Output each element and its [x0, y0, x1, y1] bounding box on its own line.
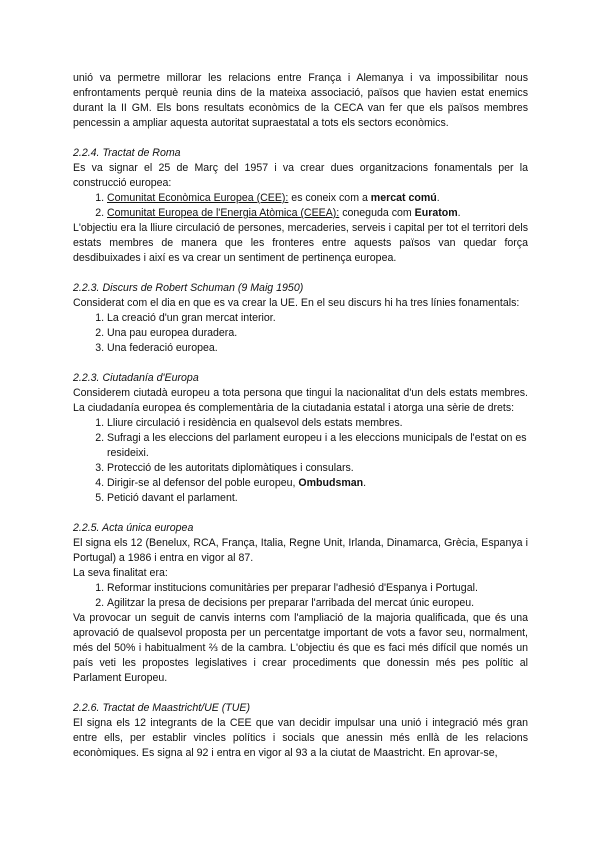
list-item: 2. Una pau europea duradera.	[107, 326, 528, 341]
heading-schuman: 2.2.3. Discurs de Robert Schuman (9 Maig 1950)	[73, 282, 304, 294]
roma-item-1-text: es coneix com a	[288, 192, 371, 204]
acta-list	[73, 581, 528, 611]
acta-p1: El signa els 12 (Benelux, RCA, França, Italia, Regne Unit, Irlanda, Dinamarca, Grècia, Espanya i Portugal) a 1986 i entra en vigor al 87.	[73, 537, 528, 564]
list-item: 2. Agilitzar la presa de decisions per preparar l'arribada del mercat únic europeu.	[107, 596, 528, 611]
ceea-link: Comunitat Europea de l'Energia Atòmica (CEEA):	[107, 207, 340, 219]
list-item: 1. La creació d'un gran mercat interior.	[107, 311, 528, 326]
roma-objective: L'objectiu era la lliure circulació de persones, mercaderies, serveis i capital per tot el territori dels estats membres de manera que les fronteres entre aquests països van quedar força desdibuixades i així es va crear un sentiment de pertinença europea.	[73, 222, 528, 264]
spacer	[73, 131, 528, 146]
document-body	[73, 71, 528, 761]
heading-maastricht: 2.2.6. Tractat de Maastricht/UE (TUE)	[73, 702, 251, 714]
roma-item-2-text: coneguda com	[339, 207, 415, 219]
roma-intro: Es va signar el 25 de Març del 1957 i va crear dues organitzacions fonamentals per la construcció europea:	[73, 162, 528, 189]
list-item: 5. Petició davant el parlament.	[107, 491, 528, 506]
list-item: 3. Protecció de les autoritats diplomàtiques i consulars.	[107, 461, 528, 476]
list-item: 1. Reformar institucions comunitàries per preparar l'adhesió d'Espanya i Portugal.	[107, 581, 528, 596]
spacer	[73, 356, 528, 371]
ciutadania-intro: Considerem ciutadà europeu a tota persona que tingui la nacionalitat d'un dels estats membres. La ciudadanía europea és complementària de la ciutadania estatal i atorga una sèrie de drets:	[73, 387, 528, 414]
euratom-term: Euratom	[414, 207, 458, 219]
roma-item-1	[107, 191, 528, 206]
heading-acta-unica: 2.2.5. Acta única europea	[73, 522, 194, 534]
ciutadania-list	[73, 416, 528, 506]
roma-item-2	[107, 206, 528, 221]
spacer	[73, 686, 528, 701]
roma-list	[73, 191, 528, 221]
list-item: 3. Una federació europea.	[107, 341, 528, 356]
cee-link: Comunitat Econòmica Europea (CEE):	[107, 192, 289, 204]
list-item	[107, 476, 528, 491]
ombudsman-term: Ombudsman	[298, 477, 364, 489]
spacer	[73, 266, 528, 281]
schuman-intro: Considerat com el dia en que es va crear la UE. En el seu discurs hi ha tres línies fonamentals:	[73, 297, 520, 309]
intro-paragraph: unió va permetre millorar les relacions entre França i Alemanya i va impossibilitar nous enfrontaments perquè reunia dins de la mateixa associació, països que havien estat enemics durant la II GM. Els bons resultats econòmics de la CECA van fer que els països membres pencessin a ampliar aquesta autoritat supraestatal a tots els sectors econòmics.	[73, 72, 528, 129]
heading-ciutadania: 2.2.3. Ciutadanía d'Europa	[73, 372, 199, 384]
acta-p3: Va provocar un seguit de canvis interns com l'ampliació de la majoria qualificada, que és una aprovació de qualsevol proposta per un percentatge important de vots a favor seu, normalment, més del 50% i habitualment ⅔ de la cambra. L'objectiu és que es faci més difícil que només un país veti les propostes legislatives i crear procediments que donessin més pes polític al Parlament Europeu.	[73, 612, 528, 684]
roma-item-1-end: .	[436, 192, 440, 204]
roma-item-2-end: .	[457, 207, 461, 219]
mercat-comu-term: mercat comú	[370, 192, 437, 204]
heading-tractat-roma: 2.2.4. Tractat de Roma	[73, 147, 181, 159]
schuman-list	[73, 311, 528, 356]
maastricht-p1: El signa els 12 integrants de la CEE que van decidir impulsar una unió i integració més gran entre ells, per establir vincles polítics i socials que anessin més enllà de les relacions econòmiques. Es signa al 92 i entra en vigor al 93 a la ciutat de Maastricht. En aprovar-se,	[73, 717, 528, 759]
ombudsman-end: .	[363, 477, 367, 489]
spacer	[73, 506, 528, 521]
list-item: 1. Lliure circulació i residència en qualsevol dels estats membres.	[107, 416, 528, 431]
list-item: 2. Sufragi a les eleccions del parlament europeu i a les eleccions municipals de l'estat on es resideixi.	[107, 431, 528, 461]
ombudsman-text: Dirigir-se al defensor del poble europeu,	[107, 477, 299, 489]
acta-p2: La seva finalitat era:	[73, 567, 168, 579]
